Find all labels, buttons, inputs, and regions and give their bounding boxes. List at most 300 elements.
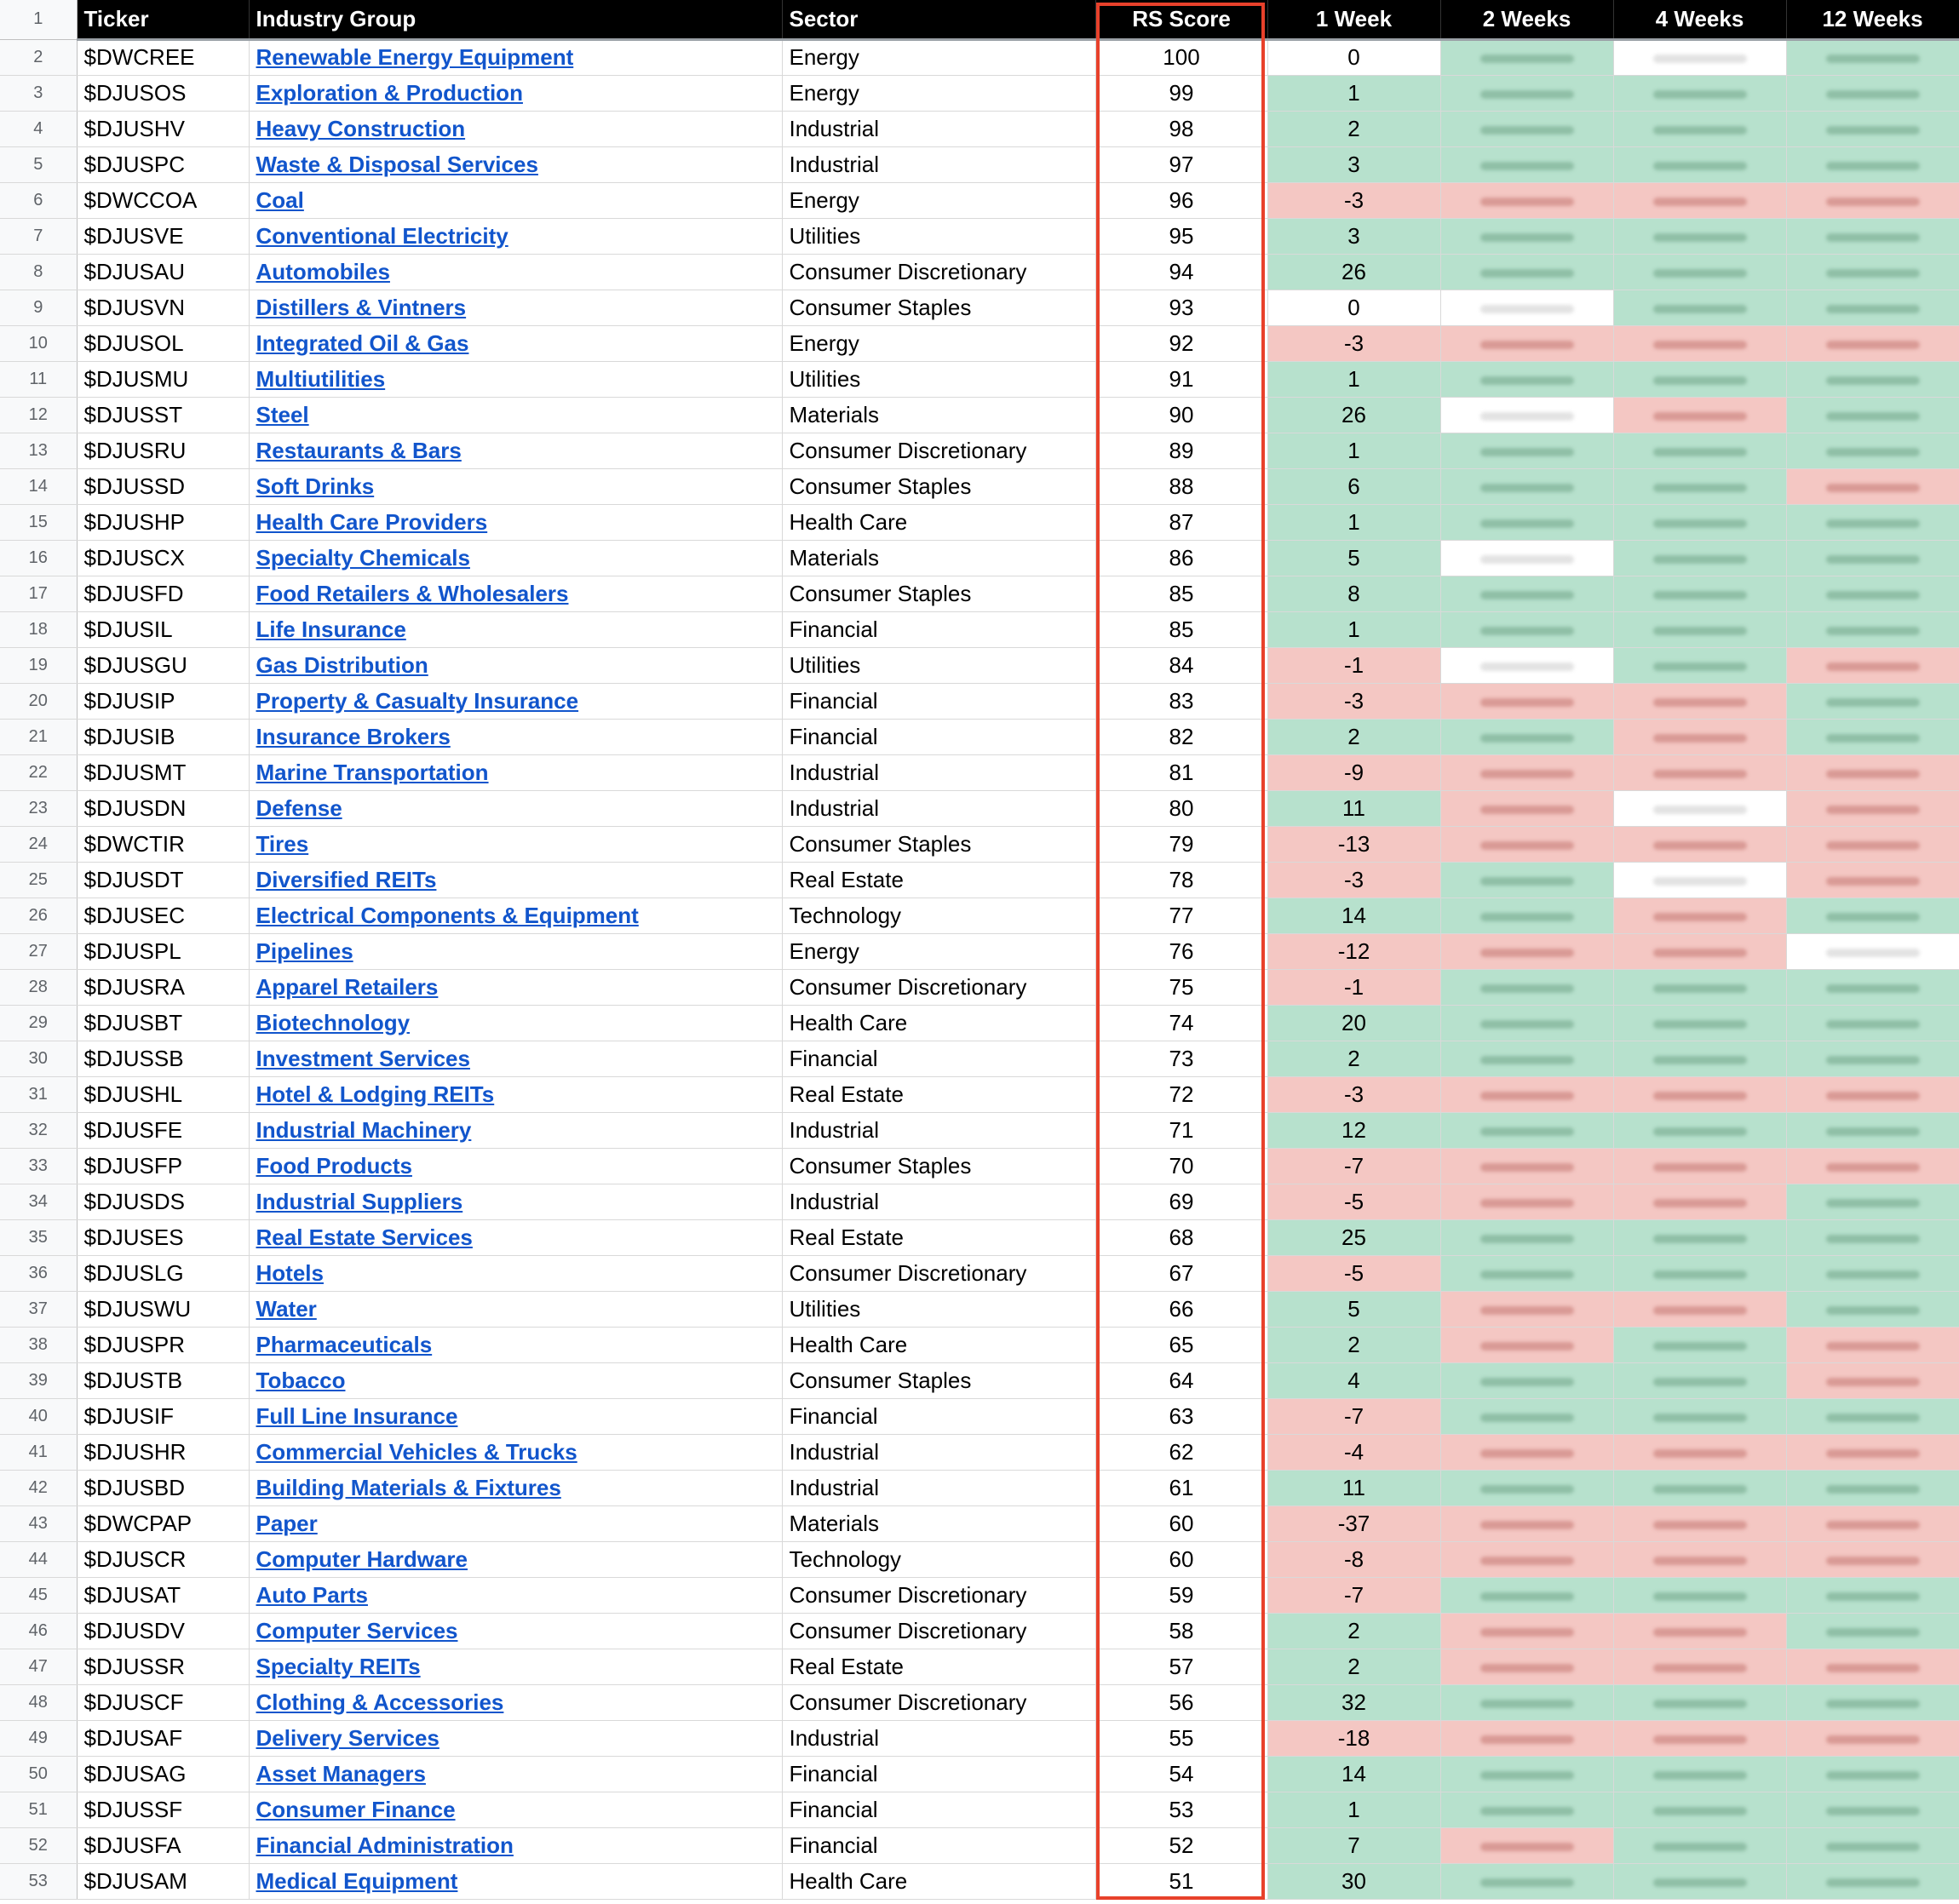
rs-score-cell[interactable]: 79 [1095,826,1267,862]
week-1-change-cell[interactable]: -3 [1267,325,1440,361]
week-12-change-cell[interactable] [1786,1076,1959,1112]
ticker-cell[interactable]: $DJUSIF [77,1398,249,1434]
week-1-change-cell[interactable]: 2 [1267,1041,1440,1076]
rs-score-cell[interactable]: 57 [1095,1649,1267,1684]
rs-score-cell[interactable]: 56 [1095,1684,1267,1720]
row-number[interactable]: 12 [0,397,77,433]
rs-score-cell[interactable]: 60 [1095,1541,1267,1577]
rs-score-cell[interactable]: 74 [1095,1005,1267,1041]
ticker-cell[interactable]: $DJUSSD [77,468,249,504]
industry-group-cell[interactable] [249,1398,782,1434]
week-2-change-cell[interactable] [1440,1148,1613,1184]
row-number[interactable]: 14 [0,468,77,504]
week-12-change-cell[interactable] [1786,1327,1959,1362]
sector-cell[interactable]: Financial [782,1827,1095,1863]
week-2-change-cell[interactable] [1440,1863,1613,1899]
industry-group-link[interactable]: Clothing & Accessories [256,1689,504,1715]
week-12-change-cell[interactable] [1786,1148,1959,1184]
industry-group-link[interactable]: Industrial Suppliers [256,1188,463,1214]
industry-group-cell[interactable] [249,826,782,862]
week-4-change-cell[interactable] [1613,1291,1786,1327]
ticker-cell[interactable]: $DJUSHV [77,111,249,146]
ticker-cell[interactable]: $DJUSFD [77,576,249,611]
ticker-cell[interactable]: $DJUSDN [77,790,249,826]
row-number[interactable]: 49 [0,1720,77,1756]
industry-group-cell[interactable] [249,1756,782,1792]
industry-group-cell[interactable] [249,182,782,218]
week-1-change-cell[interactable]: -3 [1267,683,1440,719]
week-1-change-cell[interactable]: -4 [1267,1434,1440,1470]
week-12-change-cell[interactable] [1786,1756,1959,1792]
header-12-weeks[interactable]: 12 Weeks [1786,0,1959,39]
header-2-weeks[interactable]: 2 Weeks [1440,0,1613,39]
week-1-change-cell[interactable]: 1 [1267,433,1440,468]
row-number[interactable]: 18 [0,611,77,647]
week-2-change-cell[interactable] [1440,1613,1613,1649]
industry-group-link[interactable]: Apparel Retailers [256,973,439,1000]
rs-score-cell[interactable]: 66 [1095,1291,1267,1327]
rs-score-cell[interactable]: 53 [1095,1792,1267,1827]
week-1-change-cell[interactable]: 14 [1267,1756,1440,1792]
week-12-change-cell[interactable] [1786,1112,1959,1148]
week-4-change-cell[interactable] [1613,1041,1786,1076]
week-4-change-cell[interactable] [1613,790,1786,826]
row-number[interactable]: 7 [0,218,77,254]
rs-score-cell[interactable]: 62 [1095,1434,1267,1470]
rs-score-cell[interactable]: 77 [1095,898,1267,933]
week-1-change-cell[interactable]: 1 [1267,611,1440,647]
industry-group-link[interactable]: Tobacco [256,1367,346,1393]
sector-cell[interactable]: Consumer Staples [782,468,1095,504]
week-4-change-cell[interactable] [1613,146,1786,182]
ticker-cell[interactable]: $DJUSAM [77,1863,249,1899]
week-2-change-cell[interactable] [1440,1219,1613,1255]
week-12-change-cell[interactable] [1786,1470,1959,1505]
week-2-change-cell[interactable] [1440,1398,1613,1434]
industry-group-cell[interactable] [249,1327,782,1362]
week-4-change-cell[interactable] [1613,1434,1786,1470]
week-2-change-cell[interactable] [1440,397,1613,433]
sector-cell[interactable]: Technology [782,898,1095,933]
week-2-change-cell[interactable] [1440,647,1613,683]
week-4-change-cell[interactable] [1613,433,1786,468]
rs-score-cell[interactable]: 82 [1095,719,1267,754]
week-12-change-cell[interactable] [1786,1434,1959,1470]
week-4-change-cell[interactable] [1613,1398,1786,1434]
week-4-change-cell[interactable] [1613,1720,1786,1756]
rs-score-cell[interactable]: 75 [1095,969,1267,1005]
row-number[interactable]: 1 [0,0,77,39]
industry-group-link[interactable]: Distillers & Vintners [256,294,467,320]
week-2-change-cell[interactable] [1440,254,1613,290]
week-12-change-cell[interactable] [1786,1792,1959,1827]
rs-score-cell[interactable]: 97 [1095,146,1267,182]
week-2-change-cell[interactable] [1440,146,1613,182]
industry-group-link[interactable]: Steel [256,401,309,427]
rs-score-cell[interactable]: 51 [1095,1863,1267,1899]
sector-cell[interactable]: Consumer Discretionary [782,254,1095,290]
row-number[interactable]: 19 [0,647,77,683]
industry-group-link[interactable]: Real Estate Services [256,1224,473,1250]
week-1-change-cell[interactable]: -1 [1267,647,1440,683]
row-number[interactable]: 42 [0,1470,77,1505]
week-1-change-cell[interactable]: -5 [1267,1255,1440,1291]
ticker-cell[interactable]: $DJUSIB [77,719,249,754]
ticker-cell[interactable]: $DJUSDT [77,862,249,898]
week-12-change-cell[interactable] [1786,647,1959,683]
row-number[interactable]: 17 [0,576,77,611]
industry-group-link[interactable]: Waste & Disposal Services [256,151,538,177]
sector-cell[interactable]: Consumer Discretionary [782,1255,1095,1291]
sector-cell[interactable]: Financial [782,683,1095,719]
ticker-cell[interactable]: $DJUSAG [77,1756,249,1792]
industry-group-cell[interactable] [249,1219,782,1255]
industry-group-cell[interactable] [249,325,782,361]
week-12-change-cell[interactable] [1786,540,1959,576]
industry-group-link[interactable]: Defense [256,794,342,821]
industry-group-cell[interactable] [249,468,782,504]
row-number[interactable]: 41 [0,1434,77,1470]
week-12-change-cell[interactable] [1786,1577,1959,1613]
industry-group-cell[interactable] [249,540,782,576]
week-12-change-cell[interactable] [1786,1398,1959,1434]
week-2-change-cell[interactable] [1440,1005,1613,1041]
week-12-change-cell[interactable] [1786,683,1959,719]
ticker-cell[interactable]: $DJUSPL [77,933,249,969]
ticker-cell[interactable]: $DJUSVE [77,218,249,254]
industry-group-cell[interactable] [249,862,782,898]
industry-group-cell[interactable] [249,146,782,182]
week-2-change-cell[interactable] [1440,1255,1613,1291]
week-2-change-cell[interactable] [1440,1792,1613,1827]
sector-cell[interactable]: Consumer Staples [782,1148,1095,1184]
week-2-change-cell[interactable] [1440,290,1613,325]
industry-group-cell[interactable] [249,39,782,75]
week-12-change-cell[interactable] [1786,146,1959,182]
week-12-change-cell[interactable] [1786,433,1959,468]
industry-group-cell[interactable] [249,397,782,433]
week-2-change-cell[interactable] [1440,1577,1613,1613]
sector-cell[interactable]: Consumer Discretionary [782,1577,1095,1613]
week-4-change-cell[interactable] [1613,540,1786,576]
week-4-change-cell[interactable] [1613,1756,1786,1792]
industry-group-cell[interactable] [249,576,782,611]
industry-group-cell[interactable] [249,254,782,290]
row-number[interactable]: 27 [0,933,77,969]
ticker-cell[interactable]: $DWCCOA [77,182,249,218]
header-1-week[interactable]: 1 Week [1267,0,1440,39]
week-1-change-cell[interactable]: 1 [1267,75,1440,111]
industry-group-link[interactable]: Consumer Finance [256,1796,456,1822]
sector-cell[interactable]: Industrial [782,1112,1095,1148]
row-number[interactable]: 21 [0,719,77,754]
week-12-change-cell[interactable] [1786,182,1959,218]
week-4-change-cell[interactable] [1613,1184,1786,1219]
industry-group-cell[interactable] [249,1684,782,1720]
row-number[interactable]: 40 [0,1398,77,1434]
week-4-change-cell[interactable] [1613,933,1786,969]
row-number[interactable]: 46 [0,1613,77,1649]
industry-group-link[interactable]: Automobiles [256,258,390,284]
week-1-change-cell[interactable]: -8 [1267,1541,1440,1577]
week-2-change-cell[interactable] [1440,1541,1613,1577]
ticker-cell[interactable]: $DJUSRA [77,969,249,1005]
week-12-change-cell[interactable] [1786,1720,1959,1756]
row-number[interactable]: 5 [0,146,77,182]
sector-cell[interactable]: Health Care [782,1005,1095,1041]
week-12-change-cell[interactable] [1786,1184,1959,1219]
week-1-change-cell[interactable]: 3 [1267,146,1440,182]
week-2-change-cell[interactable] [1440,826,1613,862]
week-2-change-cell[interactable] [1440,1076,1613,1112]
row-number[interactable]: 20 [0,683,77,719]
industry-group-link[interactable]: Tires [256,830,309,857]
ticker-cell[interactable]: $DJUSVN [77,290,249,325]
row-number[interactable]: 33 [0,1148,77,1184]
week-12-change-cell[interactable] [1786,1505,1959,1541]
industry-group-link[interactable]: Pipelines [256,938,353,964]
week-12-change-cell[interactable] [1786,1541,1959,1577]
week-12-change-cell[interactable] [1786,290,1959,325]
industry-group-cell[interactable] [249,683,782,719]
rs-score-cell[interactable]: 96 [1095,182,1267,218]
row-number[interactable]: 8 [0,254,77,290]
week-4-change-cell[interactable] [1613,647,1786,683]
week-1-change-cell[interactable]: 6 [1267,468,1440,504]
row-number[interactable]: 11 [0,361,77,397]
week-2-change-cell[interactable] [1440,1470,1613,1505]
industry-group-cell[interactable] [249,1184,782,1219]
industry-group-link[interactable]: Renewable Energy Equipment [256,44,574,70]
sector-cell[interactable]: Financial [782,1398,1095,1434]
week-2-change-cell[interactable] [1440,504,1613,540]
industry-group-cell[interactable] [249,1792,782,1827]
week-12-change-cell[interactable] [1786,1684,1959,1720]
industry-group-link[interactable]: Specialty Chemicals [256,544,470,571]
ticker-cell[interactable]: $DJUSST [77,397,249,433]
row-number[interactable]: 44 [0,1541,77,1577]
ticker-cell[interactable]: $DJUSCF [77,1684,249,1720]
ticker-cell[interactable]: $DJUSHL [77,1076,249,1112]
sector-cell[interactable]: Industrial [782,1720,1095,1756]
industry-group-cell[interactable] [249,1505,782,1541]
industry-group-link[interactable]: Hotels [256,1259,324,1286]
week-4-change-cell[interactable] [1613,1649,1786,1684]
rs-score-cell[interactable]: 76 [1095,933,1267,969]
week-4-change-cell[interactable] [1613,1863,1786,1899]
sector-cell[interactable]: Real Estate [782,1076,1095,1112]
sector-cell[interactable]: Technology [782,1541,1095,1577]
rs-score-cell[interactable]: 91 [1095,361,1267,397]
rs-score-cell[interactable]: 80 [1095,790,1267,826]
week-2-change-cell[interactable] [1440,754,1613,790]
week-12-change-cell[interactable] [1786,611,1959,647]
week-12-change-cell[interactable] [1786,1649,1959,1684]
industry-group-cell[interactable] [249,1005,782,1041]
week-1-change-cell[interactable]: 32 [1267,1684,1440,1720]
week-1-change-cell[interactable]: 11 [1267,1470,1440,1505]
week-1-change-cell[interactable]: -7 [1267,1148,1440,1184]
rs-score-cell[interactable]: 85 [1095,576,1267,611]
week-12-change-cell[interactable] [1786,1291,1959,1327]
week-4-change-cell[interactable] [1613,898,1786,933]
week-2-change-cell[interactable] [1440,1684,1613,1720]
sector-cell[interactable]: Energy [782,75,1095,111]
week-1-change-cell[interactable]: 1 [1267,1792,1440,1827]
week-1-change-cell[interactable]: 26 [1267,397,1440,433]
sector-cell[interactable]: Energy [782,39,1095,75]
ticker-cell[interactable]: $DJUSFE [77,1112,249,1148]
industry-group-cell[interactable] [249,75,782,111]
rs-score-cell[interactable]: 72 [1095,1076,1267,1112]
industry-group-link[interactable]: Specialty REITs [256,1653,421,1679]
week-4-change-cell[interactable] [1613,111,1786,146]
row-number[interactable]: 36 [0,1255,77,1291]
row-number[interactable]: 45 [0,1577,77,1613]
week-4-change-cell[interactable] [1613,75,1786,111]
week-4-change-cell[interactable] [1613,504,1786,540]
sector-cell[interactable]: Utilities [782,1291,1095,1327]
row-number[interactable]: 32 [0,1112,77,1148]
week-1-change-cell[interactable]: 1 [1267,361,1440,397]
ticker-cell[interactable]: $DJUSSR [77,1649,249,1684]
industry-group-cell[interactable] [249,1613,782,1649]
row-number[interactable]: 25 [0,862,77,898]
week-12-change-cell[interactable] [1786,397,1959,433]
sector-cell[interactable]: Consumer Staples [782,576,1095,611]
sector-cell[interactable]: Industrial [782,1434,1095,1470]
industry-group-cell[interactable] [249,290,782,325]
week-4-change-cell[interactable] [1613,39,1786,75]
ticker-cell[interactable]: $DJUSAF [77,1720,249,1756]
sector-cell[interactable]: Energy [782,182,1095,218]
industry-group-cell[interactable] [249,1434,782,1470]
row-number[interactable]: 30 [0,1041,77,1076]
ticker-cell[interactable]: $DJUSMU [77,361,249,397]
week-1-change-cell[interactable]: -7 [1267,1398,1440,1434]
ticker-cell[interactable]: $DJUSAU [77,254,249,290]
sector-cell[interactable]: Materials [782,1505,1095,1541]
week-4-change-cell[interactable] [1613,754,1786,790]
week-1-change-cell[interactable]: 14 [1267,898,1440,933]
sector-cell[interactable]: Materials [782,540,1095,576]
week-2-change-cell[interactable] [1440,719,1613,754]
sector-cell[interactable]: Real Estate [782,1219,1095,1255]
week-1-change-cell[interactable]: 4 [1267,1362,1440,1398]
industry-group-link[interactable]: Gas Distribution [256,651,428,678]
week-12-change-cell[interactable] [1786,933,1959,969]
week-2-change-cell[interactable] [1440,1505,1613,1541]
week-1-change-cell[interactable]: -13 [1267,826,1440,862]
industry-group-cell[interactable] [249,611,782,647]
rs-score-cell[interactable]: 84 [1095,647,1267,683]
industry-group-cell[interactable] [249,1541,782,1577]
ticker-cell[interactable]: $DWCPAP [77,1505,249,1541]
week-1-change-cell[interactable]: 2 [1267,111,1440,146]
sector-cell[interactable]: Consumer Staples [782,290,1095,325]
week-4-change-cell[interactable] [1613,1470,1786,1505]
row-number[interactable]: 31 [0,1076,77,1112]
industry-group-link[interactable]: Delivery Services [256,1724,439,1751]
sector-cell[interactable]: Energy [782,933,1095,969]
week-12-change-cell[interactable] [1786,39,1959,75]
ticker-cell[interactable]: $DJUSBD [77,1470,249,1505]
week-4-change-cell[interactable] [1613,1112,1786,1148]
week-12-change-cell[interactable] [1786,862,1959,898]
ticker-cell[interactable]: $DJUSEC [77,898,249,933]
sector-cell[interactable]: Consumer Discretionary [782,1684,1095,1720]
week-1-change-cell[interactable]: 5 [1267,540,1440,576]
ticker-cell[interactable]: $DJUSBT [77,1005,249,1041]
industry-group-cell[interactable] [249,1720,782,1756]
week-2-change-cell[interactable] [1440,1434,1613,1470]
week-1-change-cell[interactable]: 11 [1267,790,1440,826]
industry-group-link[interactable]: Building Materials & Fixtures [256,1474,561,1500]
week-4-change-cell[interactable] [1613,969,1786,1005]
industry-group-cell[interactable] [249,1148,782,1184]
industry-group-cell[interactable] [249,1827,782,1863]
row-number[interactable]: 6 [0,182,77,218]
week-4-change-cell[interactable] [1613,1613,1786,1649]
sector-cell[interactable]: Industrial [782,790,1095,826]
week-12-change-cell[interactable] [1786,1005,1959,1041]
week-2-change-cell[interactable] [1440,1327,1613,1362]
industry-group-link[interactable]: Paper [256,1510,318,1536]
row-number[interactable]: 26 [0,898,77,933]
industry-group-link[interactable]: Water [256,1295,317,1322]
industry-group-cell[interactable] [249,969,782,1005]
rs-score-cell[interactable]: 73 [1095,1041,1267,1076]
week-12-change-cell[interactable] [1786,719,1959,754]
week-1-change-cell[interactable]: 25 [1267,1219,1440,1255]
week-12-change-cell[interactable] [1786,218,1959,254]
sector-cell[interactable]: Real Estate [782,862,1095,898]
week-4-change-cell[interactable] [1613,1255,1786,1291]
week-1-change-cell[interactable]: -9 [1267,754,1440,790]
rs-score-cell[interactable]: 54 [1095,1756,1267,1792]
rs-score-cell[interactable]: 99 [1095,75,1267,111]
sector-cell[interactable]: Consumer Discretionary [782,433,1095,468]
sector-cell[interactable]: Health Care [782,1327,1095,1362]
week-4-change-cell[interactable] [1613,1505,1786,1541]
industry-group-cell[interactable] [249,1112,782,1148]
week-4-change-cell[interactable] [1613,254,1786,290]
week-1-change-cell[interactable]: 3 [1267,218,1440,254]
week-4-change-cell[interactable] [1613,576,1786,611]
week-4-change-cell[interactable] [1613,397,1786,433]
industry-group-link[interactable]: Diversified REITs [256,866,437,892]
sector-cell[interactable]: Real Estate [782,1649,1095,1684]
rs-score-cell[interactable]: 85 [1095,611,1267,647]
ticker-cell[interactable]: $DJUSSB [77,1041,249,1076]
week-2-change-cell[interactable] [1440,111,1613,146]
sector-cell[interactable]: Financial [782,611,1095,647]
row-number[interactable]: 13 [0,433,77,468]
week-1-change-cell[interactable]: -5 [1267,1184,1440,1219]
week-4-change-cell[interactable] [1613,1148,1786,1184]
sector-cell[interactable]: Industrial [782,1470,1095,1505]
week-1-change-cell[interactable]: 2 [1267,719,1440,754]
industry-group-link[interactable]: Life Insurance [256,616,406,642]
week-4-change-cell[interactable] [1613,1219,1786,1255]
week-1-change-cell[interactable]: 5 [1267,1291,1440,1327]
row-number[interactable]: 15 [0,504,77,540]
week-4-change-cell[interactable] [1613,862,1786,898]
week-4-change-cell[interactable] [1613,361,1786,397]
row-number[interactable]: 39 [0,1362,77,1398]
ticker-cell[interactable]: $DJUSOL [77,325,249,361]
week-4-change-cell[interactable] [1613,611,1786,647]
